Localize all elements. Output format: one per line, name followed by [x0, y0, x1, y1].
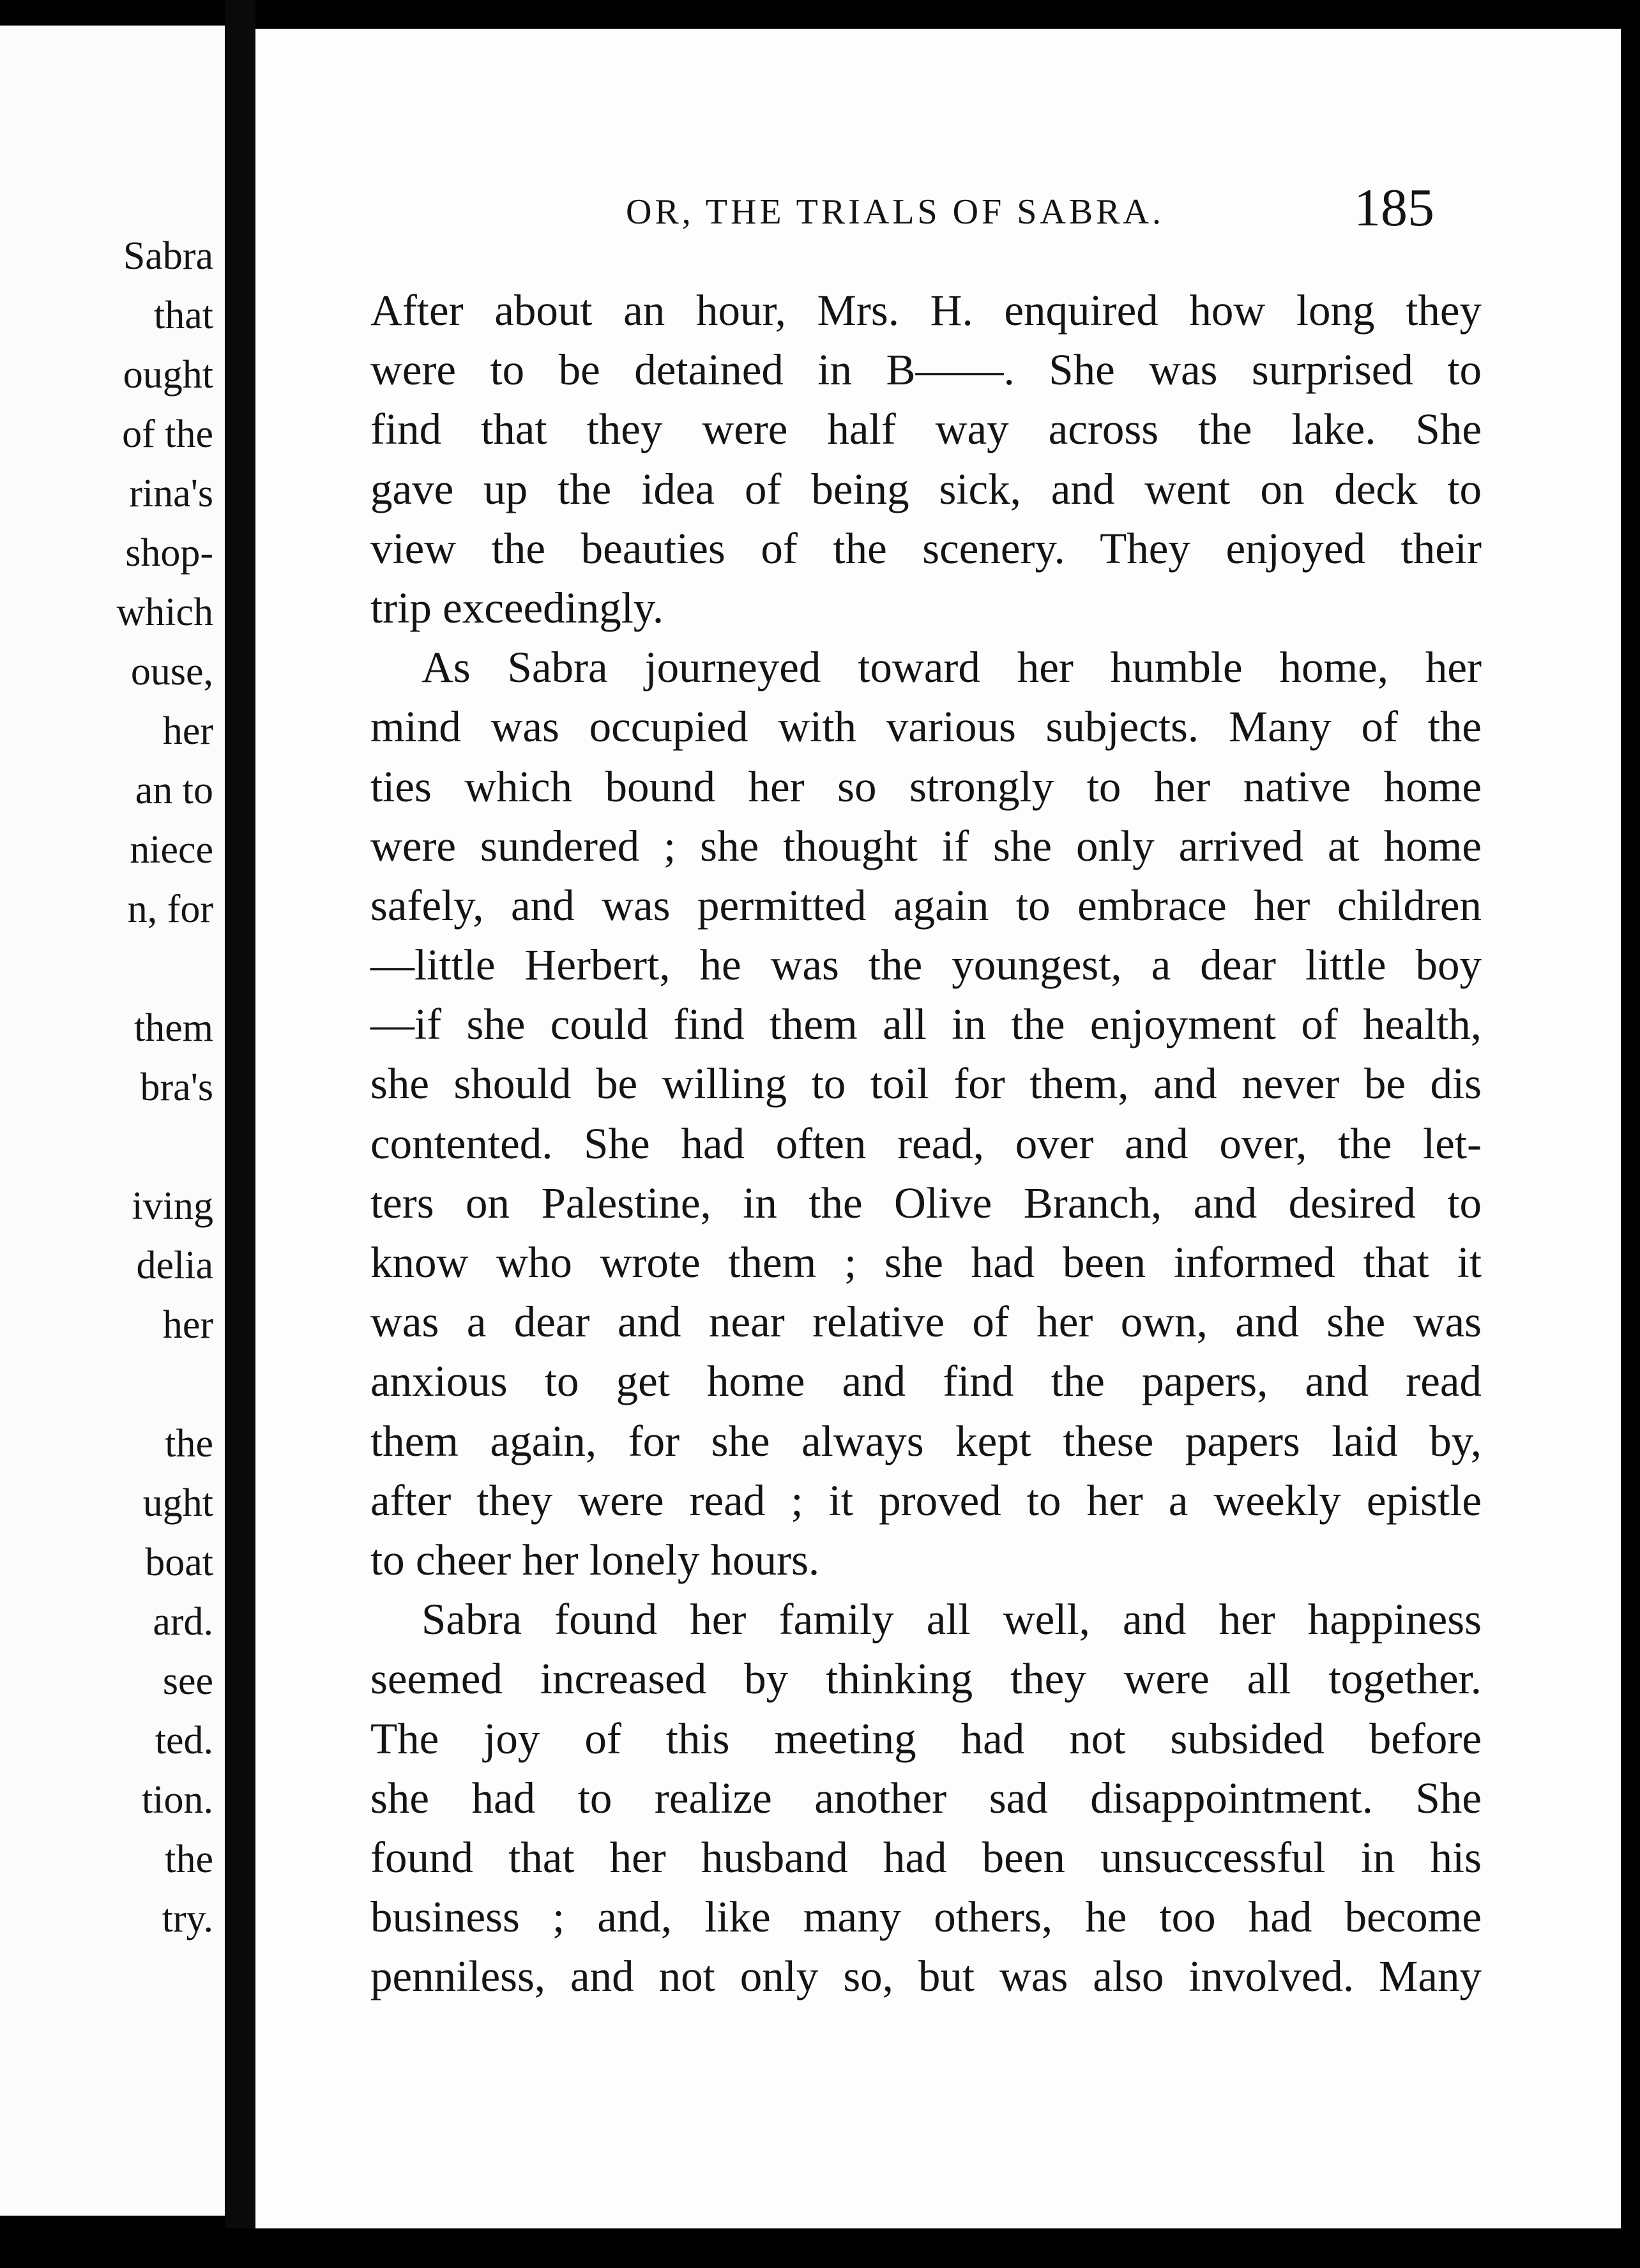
text-line: know who wrote them ; she had been informed that it — [370, 1238, 1482, 1287]
text-line: seemed increased by thinking they were all together. — [370, 1654, 1482, 1704]
left-page-line: her — [162, 709, 213, 753]
text-line: she should be willing to toil for them, and never be dis — [370, 1059, 1482, 1108]
left-page-line: that — [154, 294, 213, 337]
text-line: penniless, and not only so, but was also involved. Many — [370, 1952, 1482, 2001]
left-page-line: n, for — [127, 888, 213, 931]
running-head: OR, THE TRIALS OF SABRA. — [626, 192, 1164, 232]
book-gutter — [225, 0, 255, 2268]
text-line: ters on Palestine, in the Olive Branch, and desired to — [370, 1178, 1482, 1227]
left-page-line: an to — [135, 769, 213, 812]
right-page — [255, 29, 1621, 2228]
left-facing-page — [0, 26, 225, 2216]
left-page-line: which — [116, 591, 213, 634]
text-line: anxious to get home and find the papers, and read — [370, 1357, 1482, 1406]
text-line: After about an hour, Mrs. H. enquired how long they — [370, 286, 1482, 335]
text-line: after they were read ; it proved to her a weekly epistle — [370, 1476, 1482, 1525]
text-line: them again, for she always kept these papers laid by, — [370, 1416, 1482, 1465]
left-page-line: ought — [123, 353, 213, 397]
text-line: —if she could find them all in the enjoyment of health, — [370, 1000, 1482, 1049]
left-page-line: ard. — [153, 1600, 213, 1644]
text-line: were to be detained in B——. She was surprised to — [370, 345, 1482, 395]
text-line: contented. She had often read, over and over, the let- — [370, 1119, 1482, 1168]
left-page-line: iving — [132, 1184, 213, 1228]
left-page-line: see — [162, 1659, 213, 1703]
left-page-line: them — [134, 1006, 213, 1050]
left-page-line: tion. — [142, 1778, 213, 1822]
left-page-line: shop- — [125, 531, 213, 575]
text-line: trip exceedingly. — [370, 583, 664, 632]
text-line: find that they were half way across the lake. She — [370, 405, 1482, 454]
scan-border — [0, 2228, 1640, 2268]
left-page-line: niece — [130, 828, 213, 872]
page-number: 185 — [1354, 178, 1434, 238]
text-line: —little Herbert, he was the youngest, a dear little boy — [370, 941, 1482, 990]
text-line: found that her husband had been unsuccessful in his — [370, 1833, 1482, 1882]
text-line: As Sabra journeyed toward her humble home, her — [421, 643, 1482, 692]
text-line: were sundered ; she thought if she only arrived at home — [370, 821, 1482, 870]
left-page-line: bra's — [140, 1066, 213, 1109]
text-line: to cheer her lonely hours. — [370, 1535, 820, 1584]
left-page-line: the — [165, 1838, 213, 1881]
left-page-line: rina's — [129, 472, 213, 515]
text-line: business ; and, like many others, he too had become — [370, 1893, 1482, 1942]
left-page-line: ught — [142, 1481, 213, 1525]
text-line: safely, and was permitted again to embrace her children — [370, 881, 1482, 930]
body-text — [370, 281, 1482, 2006]
left-page-line: her — [162, 1303, 213, 1347]
left-page-line: Sabra — [123, 234, 213, 278]
text-line: mind was occupied with various subjects. Many of the — [370, 702, 1482, 752]
left-page-line: ouse, — [130, 650, 213, 693]
left-page-line: ted. — [155, 1719, 213, 1762]
text-line: was a dear and near relative of her own, and she was — [370, 1297, 1482, 1347]
text-line: she had to realize another sad disappointment. She — [370, 1773, 1482, 1822]
text-line: view the beauties of the scenery. They enjoyed their — [370, 524, 1482, 573]
text-line: gave up the idea of being sick, and went on deck to — [370, 464, 1482, 513]
text-line: Sabra found her family all well, and her happiness — [421, 1595, 1482, 1644]
left-page-line: of the — [122, 412, 213, 456]
text-line: The joy of this meeting had not subsided before — [370, 1714, 1482, 1763]
left-page-line: delia — [136, 1244, 213, 1287]
left-page-line: boat — [145, 1541, 213, 1584]
text-line: ties which bound her so strongly to her native home — [370, 762, 1482, 811]
left-page-line: the — [165, 1422, 213, 1465]
left-page-line: try. — [162, 1897, 213, 1940]
